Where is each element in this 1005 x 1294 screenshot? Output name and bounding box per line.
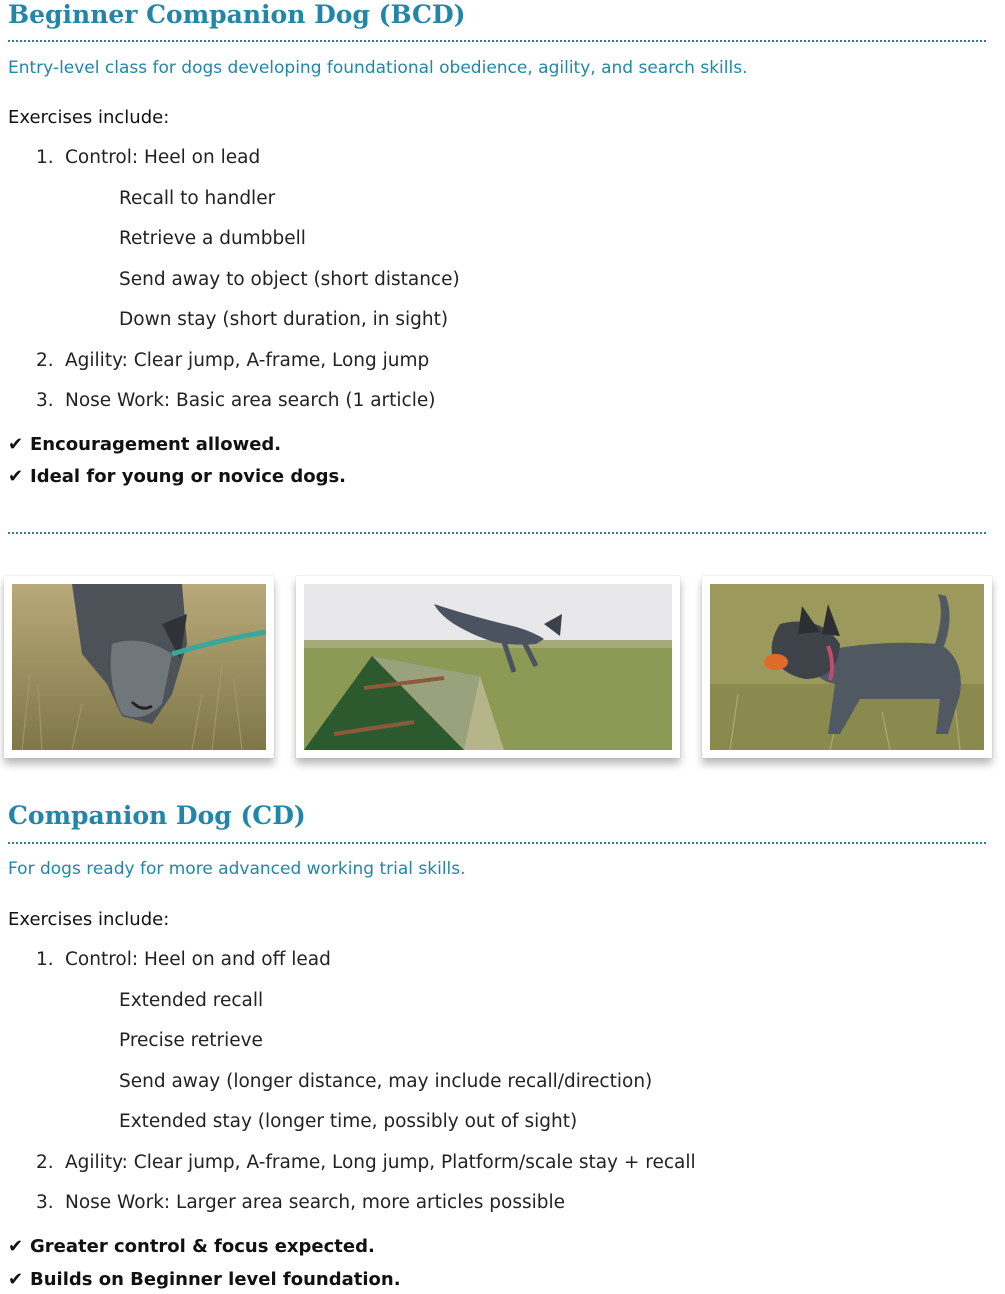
dog-sniffing-grass-photo — [4, 576, 274, 758]
list-number: 1. — [36, 949, 54, 970]
list-text: Nose Work: Larger area search, more articles possible — [65, 1192, 565, 1213]
cd-divider — [8, 842, 986, 844]
check-mark-icon: ✔ — [8, 1269, 24, 1290]
dog-with-toy-photo — [702, 576, 992, 758]
check-text: Ideal for young or novice dogs. — [30, 466, 347, 487]
sniffing-dog-image — [12, 584, 266, 750]
section-divider — [8, 532, 986, 534]
list-text: Send away (longer distance, may include recall/direction) — [119, 1071, 653, 1092]
list-number: 2. — [36, 350, 54, 371]
dog-jumping-a-frame-photo — [296, 576, 680, 758]
dog-toy-image — [710, 584, 984, 750]
check-mark-icon: ✔ — [8, 1236, 24, 1257]
list-number: 2. — [36, 1152, 54, 1173]
list-number: 1. — [36, 147, 54, 168]
list-number: 3. — [36, 390, 54, 411]
list-text: Send away to object (short distance) — [119, 269, 460, 290]
list-text: Down stay (short duration, in sight) — [119, 309, 449, 330]
list-text: Agility: Clear jump, A-frame, Long jump — [65, 350, 430, 371]
list-text: Control: Heel on lead — [65, 147, 261, 168]
list-text: Extended recall — [119, 990, 264, 1011]
list-text: Recall to handler — [119, 188, 276, 209]
list-text: Extended stay (longer time, possibly out of sight) — [119, 1111, 578, 1132]
bcd-section — [8, 0, 986, 487]
list-text: Control: Heel on and off lead — [65, 949, 331, 970]
check-mark-icon: ✔ — [8, 434, 24, 455]
cd-title: Companion Dog (CD) — [8, 801, 306, 830]
jumping-dog-image — [304, 584, 672, 750]
check-text: Builds on Beginner level foundation. — [30, 1269, 401, 1290]
bcd-divider — [8, 40, 986, 42]
check-mark-icon: ✔ — [8, 466, 24, 487]
cd-section — [8, 801, 986, 1290]
check-note — [8, 434, 281, 456]
bcd-intro: Entry-level class for dogs developing foundational obedience, agility, and search skills. — [8, 58, 748, 78]
list-text: Retrieve a dumbbell — [119, 228, 306, 249]
cd-intro: For dogs ready for more advanced working trial skills. — [8, 859, 466, 879]
bcd-exercises-heading: Exercises include: — [8, 107, 170, 128]
list-text: Agility: Clear jump, A-frame, Long jump, Platform/scale stay + recall — [65, 1152, 696, 1173]
check-note — [8, 466, 346, 488]
check-text: Encouragement allowed. — [30, 434, 282, 455]
list-text: Nose Work: Basic area search (1 article) — [65, 390, 436, 411]
check-text: Greater control & focus expected. — [30, 1236, 375, 1257]
list-text: Precise retrieve — [119, 1030, 263, 1051]
list-number: 3. — [36, 1192, 54, 1213]
check-note — [8, 1269, 401, 1291]
bcd-title: Beginner Companion Dog (BCD) — [8, 0, 466, 29]
cd-exercises-heading: Exercises include: — [8, 909, 170, 930]
check-note — [8, 1236, 375, 1258]
